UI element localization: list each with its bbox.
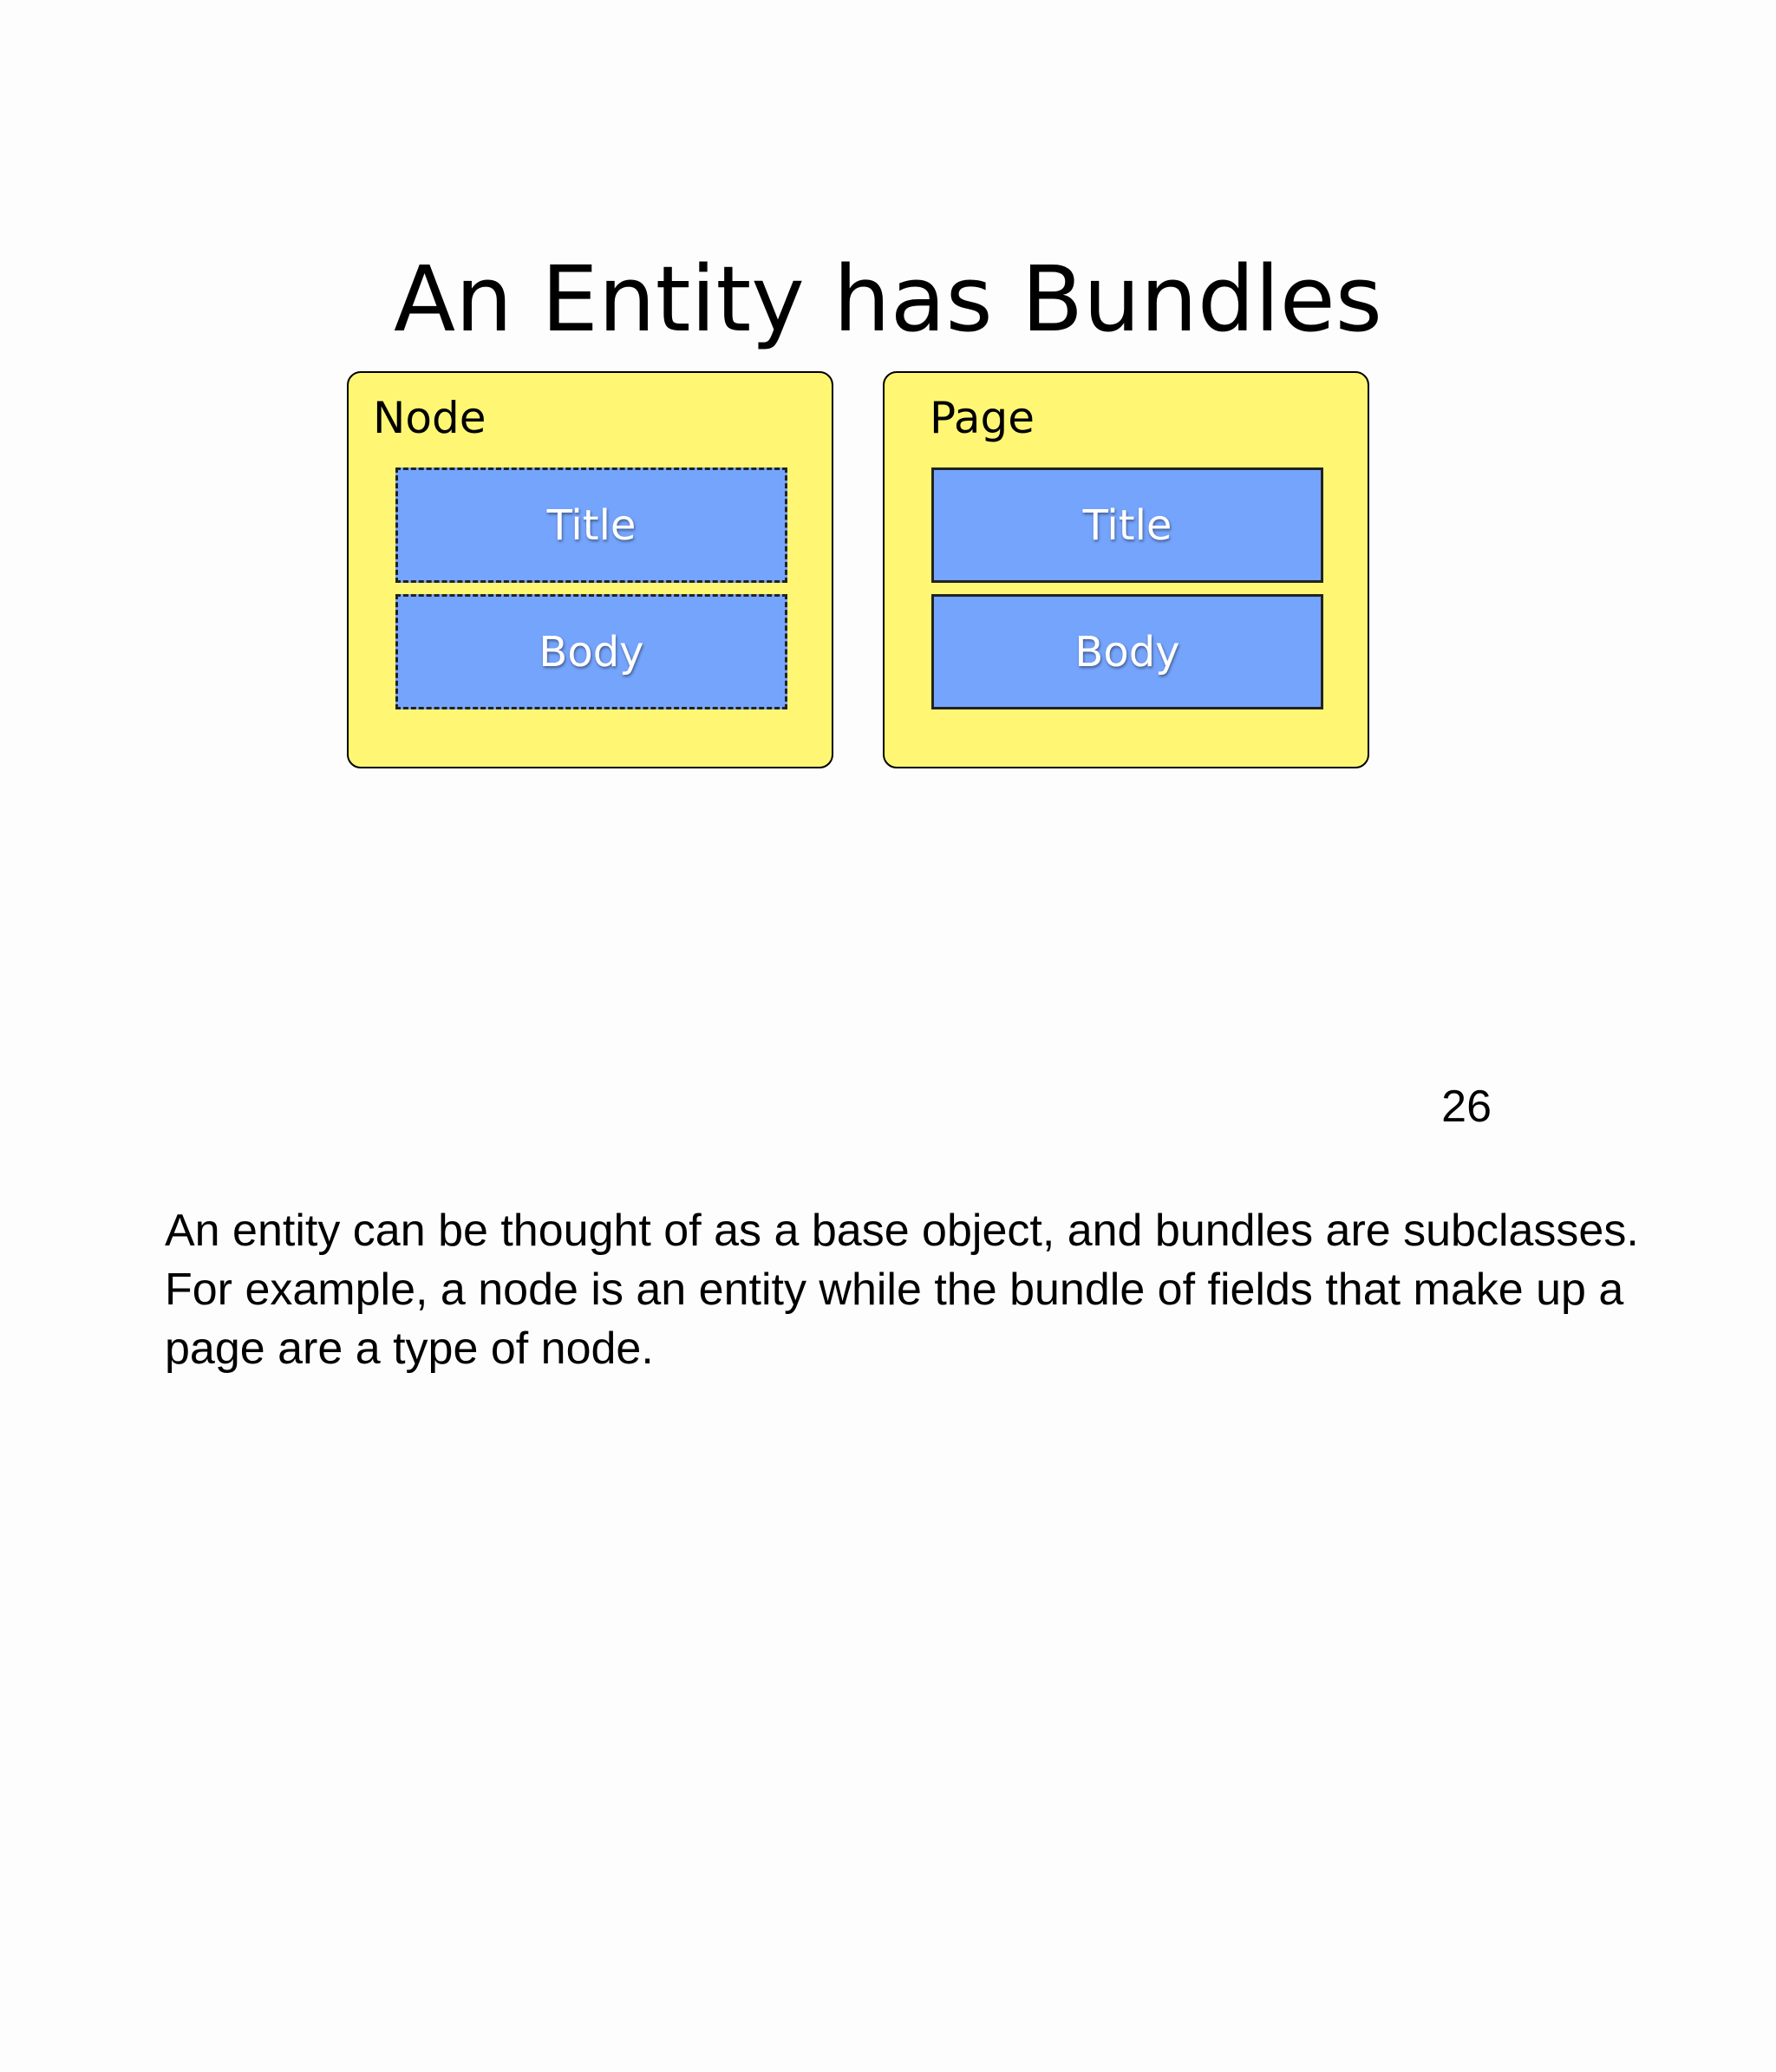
node-body-field bbox=[395, 594, 787, 709]
node-label: Node bbox=[373, 393, 486, 443]
node-title-label: Title bbox=[546, 500, 637, 550]
speaker-notes: An entity can be thought of as a base object, and bundles are subclasses. For example, a node is an entity while the bundle of fields that make up a page are a type of node. bbox=[165, 1206, 1639, 1374]
page-label: Page bbox=[930, 393, 1035, 443]
node-body-label: Body bbox=[539, 627, 644, 677]
page-number: 26 bbox=[1441, 1082, 1492, 1132]
page-body-field bbox=[931, 594, 1323, 709]
page-bundle-box bbox=[883, 371, 1369, 768]
node-title-field bbox=[395, 467, 787, 583]
page-title-label: Title bbox=[1082, 500, 1172, 550]
node-entity-box bbox=[347, 371, 833, 768]
page-title-field bbox=[931, 467, 1323, 583]
slide-title: An Entity has Bundles bbox=[394, 246, 1382, 352]
page-body-label: Body bbox=[1074, 627, 1180, 677]
